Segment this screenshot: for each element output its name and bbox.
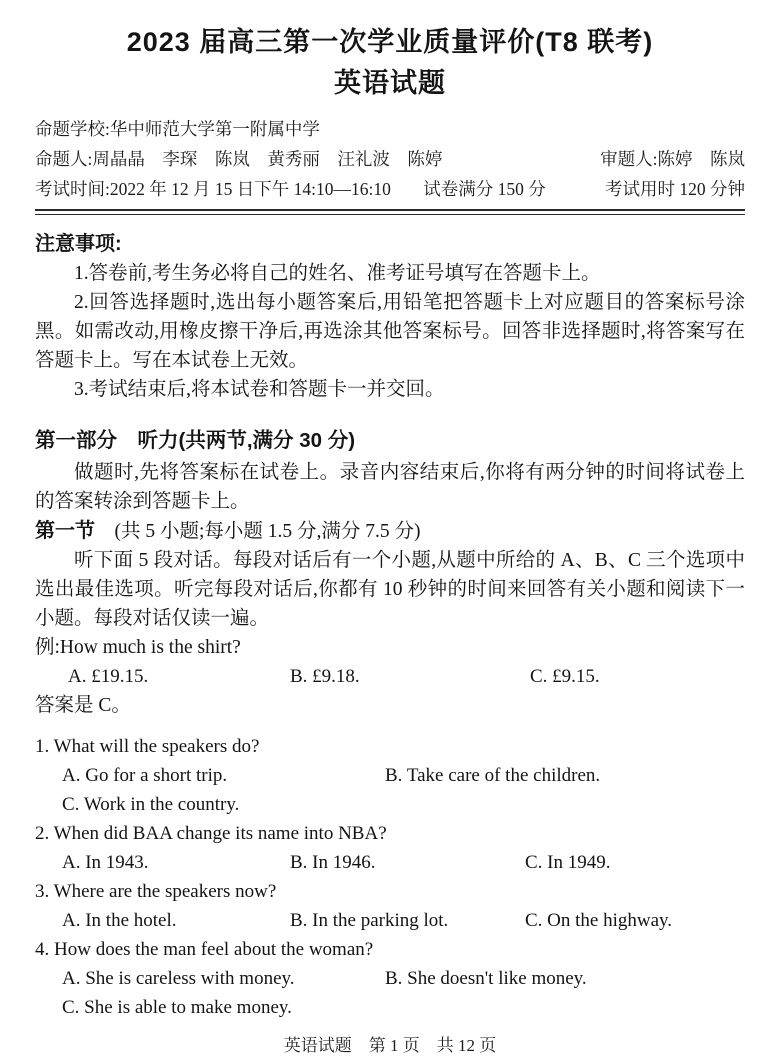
question-2-options [62,848,745,877]
example-block [35,633,745,720]
section1-heading [35,517,745,546]
question-2-option-b: B. In 1946. [290,852,376,873]
part1-intro: 做题时,先将答案标在试卷上。录音内容结束后,你将有两分钟的时间将试卷上的答案转涂到答题卡上。 [35,462,745,512]
notice-item-3: 3.考试结束后,将本试卷和答题卡一并交回。 [74,379,445,400]
question-4-option-b: B. She doesn't like money. [385,968,587,989]
proposer-school: 命题学校:华中师范大学第一附属中学 [35,119,320,139]
info-row-time [35,174,745,204]
example-prompt: 例:How much is the shirt? [35,637,241,658]
section1-meta: (共 5 小题;每小题 1.5 分,满分 7.5 分) [95,521,421,542]
full-score: 试卷满分 150 分 [423,179,546,199]
page-footer: 英语试题 第 1 页 共 12 页 [283,1036,497,1055]
question-1-prompt: 1. What will the speakers do? [35,736,260,757]
section1-intro: 听下面 5 段对话。每段对话后有一个小题,从题中所给的 A、B、C 三个选项中选出最佳选项。听完每段对话后,你都有 10 秒钟的时间来回答有关小题和阅读下一小题。每段对话仅读一遍。 [35,550,745,629]
notice-heading: 注意事项: [35,233,122,255]
question-1-option-c: C. Work in the country. [62,794,240,815]
example-options [68,662,745,691]
question-setters: 命题人:周晶晶 李琛 陈岚 黄秀丽 汪礼波 陈婷 [35,149,443,169]
question-block-3 [35,877,745,935]
question-3-option-a: A. In the hotel. [62,910,177,931]
page-title: 2023 届高三第一次学业质量评价(T8 联考) [126,27,654,57]
question-4-option-c: C. She is able to make money. [62,997,292,1018]
exam-time-and-score [35,174,546,204]
reviewers: 审题人:陈婷 陈岚 [600,149,745,169]
example-answer: 答案是 C。 [35,695,131,716]
part1-heading: 第一部分 听力(共两节,满分 30 分) [35,429,356,452]
info-row-school [35,114,745,144]
notice-item-2: 2.回答选择题时,选出每小题答案后,用铅笔把答题卡上对应题目的答案标号涂黑。如需改动,用橡皮擦干净后,再选涂其他答案标号。回答非选择题时,将答案写在答题卡上。写在本试卷上无效。 [35,292,745,371]
question-1-option-b: B. Take care of the children. [385,765,601,786]
example-option-a: A. £19.15. [68,666,149,687]
notice-item-1: 1.答卷前,考生务必将自己的姓名、准考证号填写在答题卡上。 [74,263,601,284]
question-3-options [62,906,745,935]
question-4-prompt: 4. How does the man feel about the woman? [35,939,374,960]
exam-duration: 考试用时 120 分钟 [605,179,745,199]
info-row-people [35,144,745,174]
question-1-options [62,761,745,790]
question-3-option-b: B. In the parking lot. [290,910,449,931]
question-2-option-a: A. In 1943. [62,852,149,873]
example-option-c: C. £9.15. [530,666,600,687]
section1-label: 第一节 [35,520,95,542]
header-divider [35,209,745,215]
question-1-option-a: A. Go for a short trip. [62,765,228,786]
questions-list [35,732,745,1022]
question-3-prompt: 3. Where are the speakers now? [35,881,277,902]
notice-section [35,229,745,404]
exam-time: 考试时间:2022 年 12 月 15 日下午 14:10—16:10 [35,179,391,199]
question-block-4 [35,935,745,1022]
paper-subject-title: 英语试题 [334,68,446,98]
question-2-option-c: C. In 1949. [525,852,611,873]
question-block-1 [35,732,745,819]
question-4-option-a: A. She is careless with money. [62,968,295,989]
example-option-b: B. £9.18. [290,666,360,687]
exam-info-block [35,114,745,204]
question-4-options [62,964,745,993]
question-2-prompt: 2. When did BAA change its name into NBA? [35,823,387,844]
question-3-option-c: C. On the highway. [525,910,673,931]
question-block-2 [35,819,745,877]
